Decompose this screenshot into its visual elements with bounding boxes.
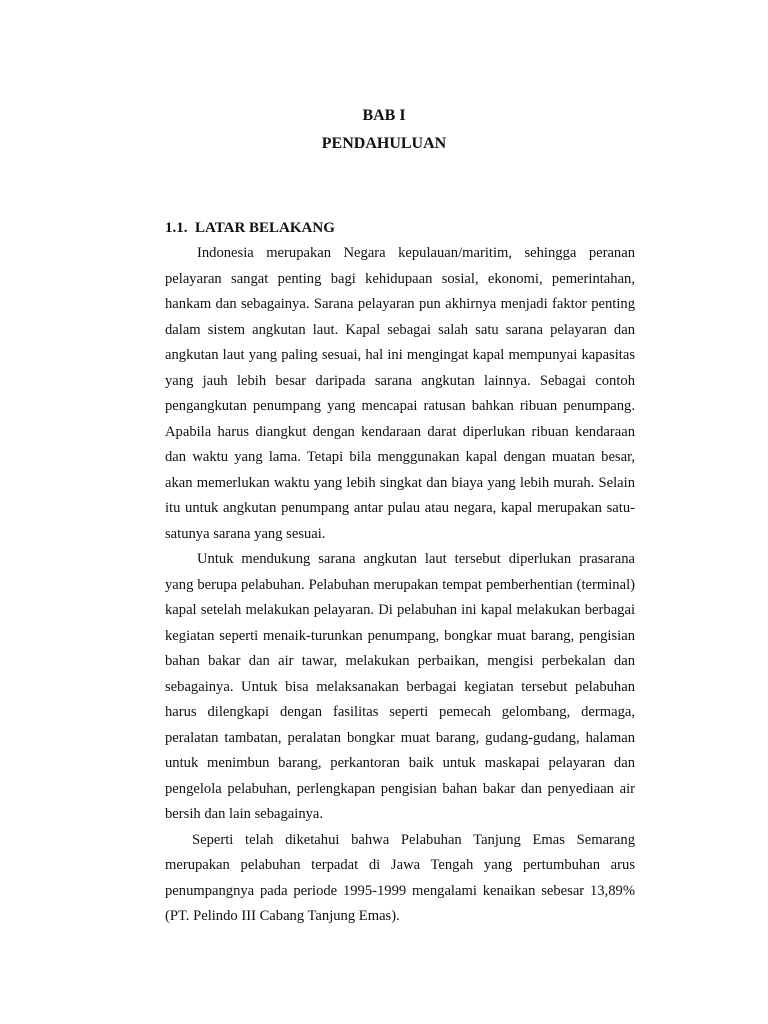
section-heading: 1.1. LATAR BELAKANG xyxy=(165,220,335,236)
chapter-title: PENDAHULUAN xyxy=(321,135,447,152)
paragraph: Indonesia merupakan Negara kepulauan/maritim, sehingga peranan pelayaran sangat penting bagi kehidupaan sosial, ekonomi, pemerintahan, hankam dan sebagainya. Sarana pelayaran pun akhirnya menjadi faktor penting dalam sistem angkutan laut. Kapal sebagai salah satu sarana pelayaran dan angkutan laut yang paling sesuai, hal ini mengingat kapal mempunyai kapasitas yang jauh lebih besar daripada sarana angkutan lainnya. Sebagai contoh pengangkutan penumpang yang mencapai ratusan bahkan ribuan penumpang. Apabila harus diangkut dengan kendaraan darat diperlukan ribuan kendaraan dan waktu yang lama. Tetapi bila menggunakan kapal dengan muatan besar, akan memerlukan waktu yang lebih singkat dan biaya yang lebih murah. Selain itu untuk angkutan penumpang antar pulau atau negara, kapal merupakan satu-satunya sarana yang sesuai. xyxy=(165,245,635,542)
chapter-number: BAB I xyxy=(362,107,406,124)
paragraph: Untuk mendukung sarana angkutan laut tersebut diperlukan prasarana yang berupa pelabuhan. Pelabuhan merupakan tempat pemberhentian (terminal) kapal setelah melakukan pelayaran. Di pelabuhan ini kapal melakukan berbagai kegiatan seperti menaik-turunkan penumpang, bongkar muat barang, pengisian bahan bakar dan air tawar, melakukan perbaikan, mengisi perbekalan dan sebagainya. Untuk bisa melaksanakan berbagai kegiatan tersebut pelabuhan harus dilengkapi dengan fasilitas seperti pemecah gelombang, dermaga, peralatan tambatan, peralatan bongkar muat barang, gudang-gudang, halaman untuk menimbun barang, perkantoran baik untuk maskapai pelayaran dan pengelola pelabuhan, perlengkapan pengisian bahan bakar dan penyediaan air bersih dan lain sebagainya. xyxy=(165,551,635,822)
body-text xyxy=(165,241,635,930)
paragraph: Seperti telah diketahui bahwa Pelabuhan Tanjung Emas Semarang merupakan pelabuhan terpadat di Jawa Tengah yang pertumbuhan arus penumpangnya pada periode 1995-1999 mengalami kenaikan sebesar 13,89% (PT. Pelindo III Cabang Tanjung Emas). xyxy=(165,831,635,924)
